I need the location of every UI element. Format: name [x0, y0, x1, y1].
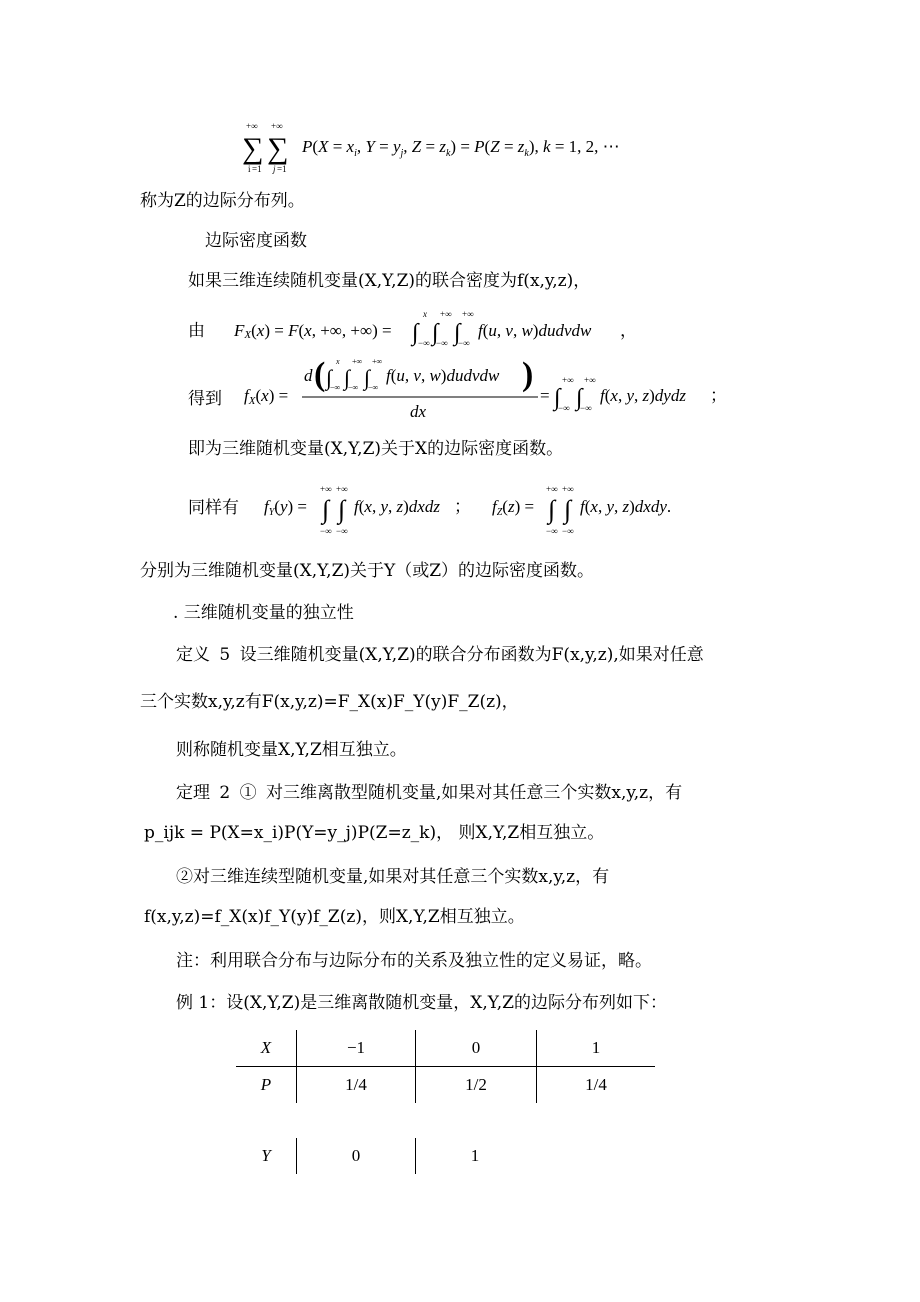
heading-marginal-density: 边际密度函数	[205, 231, 307, 251]
svg-text:−∞: −∞	[458, 338, 470, 348]
para-density-intro: 如果三维连续随机变量(X,Y,Z)的联合密度为f(x,y,z)，	[188, 271, 591, 291]
svg-text:−∞: −∞	[330, 383, 341, 392]
svg-text:∫: ∫	[322, 495, 330, 524]
svg-text:+∞: +∞	[246, 121, 258, 131]
svg-text:f(x, y, z)dxdz: f(x, y, z)dxdz	[354, 497, 440, 516]
table-cell: 1	[470, 1146, 480, 1165]
svg-text:∫: ∫	[554, 385, 561, 411]
svg-text:f(u, v, w)dudvdw: f(u, v, w)dudvdw	[478, 321, 592, 340]
table-x-distribution	[236, 1030, 655, 1103]
svg-text:∫: ∫	[564, 495, 572, 524]
svg-text:+∞: +∞	[562, 375, 574, 385]
svg-text:−∞: −∞	[436, 338, 448, 348]
svg-text:fX(x) =: fX(x) =	[244, 386, 289, 407]
table-cell: 1/2	[416, 1067, 537, 1104]
svg-text:fY(y) =: fY(y) =	[264, 497, 308, 518]
eq-fz	[490, 478, 710, 538]
svg-text:∫: ∫	[412, 320, 419, 346]
svg-text:f(x, y, z)dydz: f(x, y, z)dydz	[600, 386, 686, 405]
table-cell: 1/4	[297, 1067, 416, 1104]
svg-text:j: j	[273, 164, 276, 174]
table-cell: 0	[297, 1138, 416, 1174]
svg-text:−∞: −∞	[546, 526, 558, 536]
eq-fy	[262, 478, 472, 538]
label-dedao: 得到	[188, 389, 222, 409]
svg-text:f(u, v, w)dudvdw: f(u, v, w)dudvdw	[386, 366, 500, 385]
eq-fx	[240, 355, 730, 425]
table-cell: P	[236, 1067, 297, 1104]
svg-text:i: i	[248, 164, 251, 174]
svg-text:−∞: −∞	[418, 338, 430, 348]
table-cell: 1	[591, 1038, 601, 1057]
eq-FX	[232, 306, 652, 350]
def5-line3: 则称随机变量X,Y,Z相互独立。	[176, 740, 407, 760]
table-cell: X	[236, 1030, 297, 1067]
svg-text:d: d	[304, 366, 313, 385]
eq-marginal-sum	[240, 120, 680, 176]
svg-text:−∞: −∞	[580, 403, 592, 413]
svg-text:；: ；	[454, 497, 471, 516]
svg-text:∑: ∑	[242, 132, 264, 165]
svg-text:+∞: +∞	[584, 375, 596, 385]
svg-text:∫: ∫	[432, 320, 439, 346]
svg-text:∫: ∫	[326, 365, 333, 390]
svg-text:−∞: −∞	[320, 526, 332, 536]
svg-text:+∞: +∞	[352, 357, 363, 366]
svg-text:x: x	[336, 357, 340, 366]
example1: 例 1：设(X,Y,Z)是三维离散随机变量，X,Y,Z的边际分布列如下：	[176, 993, 667, 1013]
svg-text:∫: ∫	[548, 495, 556, 524]
svg-text:+∞: +∞	[320, 484, 332, 494]
svg-text:−∞: −∞	[368, 383, 379, 392]
def5-line1: 定义 5 设三维随机变量(X,Y,Z)的联合分布函数为F(x,y,z),如果对任意	[176, 645, 704, 665]
heading-independence: . 三维随机变量的独立性	[173, 603, 354, 623]
para-fx-def: 即为三维随机变量(X,Y,Z)关于X的边际密度函数。	[188, 439, 564, 459]
table-cell: 0	[416, 1030, 537, 1067]
svg-text:−∞: −∞	[558, 403, 570, 413]
table-cell: Y	[236, 1138, 297, 1174]
svg-text:=1: =1	[277, 164, 287, 174]
label-tongyang: 同样有	[188, 498, 239, 518]
svg-text:∫: ∫	[364, 365, 371, 390]
svg-text:x: x	[423, 309, 427, 319]
svg-text:+∞: +∞	[271, 121, 283, 131]
para-fy-fz-def: 分别为三维随机变量(X,Y,Z)关于Y（或Z）的边际密度函数。	[140, 561, 595, 581]
table-cell: 1/4	[537, 1067, 656, 1104]
svg-text:(: (	[314, 356, 326, 393]
svg-text:+∞: +∞	[562, 484, 574, 494]
svg-text:；: ；	[710, 386, 727, 405]
thm2-line3: ②对三维连续型随机变量,如果对其任意三个实数x,y,z，有	[176, 867, 610, 887]
svg-text:+∞: +∞	[440, 309, 452, 319]
svg-text:=: =	[540, 386, 550, 405]
line-z-marginal: 称为Z的边际分布列。	[140, 191, 305, 211]
svg-text:dx: dx	[410, 402, 427, 421]
svg-text:+∞: +∞	[546, 484, 558, 494]
svg-text:∑: ∑	[267, 132, 289, 165]
table-row	[236, 1138, 534, 1174]
def5-line2: 三个实数x,y,z有F(x,y,z)=F_X(x)F_Y(y)F_Z(z)，	[140, 692, 519, 712]
svg-text:): )	[522, 356, 534, 393]
svg-text:，: ，	[620, 321, 637, 340]
thm2-line1: 定理 2 ① 对三维离散型随机变量,如果对其任意三个实数x,y,z，有	[176, 783, 683, 803]
svg-text:=1: =1	[252, 164, 262, 174]
svg-text:∫: ∫	[338, 495, 346, 524]
note: 注：利用联合分布与边际分布的关系及独立性的定义易证，略。	[176, 951, 652, 971]
svg-text:−∞: −∞	[348, 383, 359, 392]
svg-text:fZ(z) =: fZ(z) =	[492, 497, 535, 518]
table-y-distribution	[236, 1138, 534, 1174]
svg-text:∫: ∫	[576, 385, 583, 411]
svg-text:FX(x) = F(x, +∞, +∞) =: FX(x) = F(x, +∞, +∞) =	[234, 321, 392, 341]
svg-text:∫: ∫	[344, 365, 351, 390]
svg-text:−∞: −∞	[562, 526, 574, 536]
svg-text:+∞: +∞	[372, 357, 383, 366]
thm2-line2: p_ijk = P(X=x_i)P(Y=y_j)P(Z=z_k)， 则X,Y,Z相互独立。	[144, 823, 605, 843]
table-row	[236, 1030, 655, 1067]
table-cell: −1	[297, 1030, 416, 1067]
svg-text:∫: ∫	[454, 320, 461, 346]
svg-text:P(X = xi, Y = yj, Z = zk) = P(: $P(X = x_i$, $Y = y_j$, $Z = z_k) = P(Z = z_k)$, k = 1, 2, ⋯	[302, 137, 620, 159]
table-row	[236, 1067, 655, 1104]
svg-text:+∞: +∞	[336, 484, 348, 494]
label-you: 由	[188, 321, 205, 341]
svg-text:−∞: −∞	[336, 526, 348, 536]
svg-text:f(x, y, z)dxdy.: f(x, y, z)dxdy.	[580, 497, 672, 516]
svg-text:+∞: +∞	[462, 309, 474, 319]
thm2-line4: f(x,y,z)=f_X(x)f_Y(y)f_Z(z)，则X,Y,Z相互独立。	[144, 907, 525, 927]
